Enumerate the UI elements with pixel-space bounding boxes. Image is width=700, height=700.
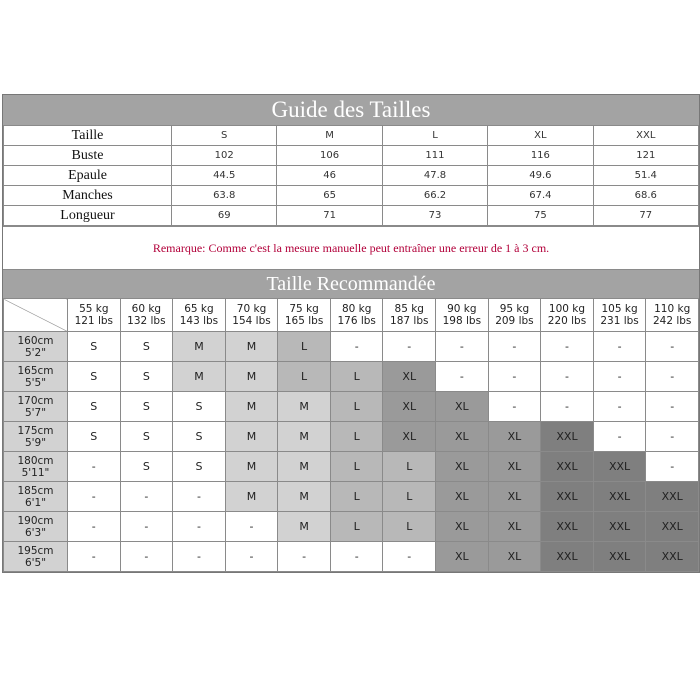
weight-kg: 70 kg	[236, 303, 267, 315]
size-cell: -	[120, 542, 173, 572]
weight-kg: 80 kg	[341, 303, 372, 315]
height-cm: 165cm	[17, 364, 54, 377]
height-row	[4, 332, 699, 362]
size-cell: -	[120, 512, 173, 542]
height-row	[4, 482, 699, 512]
size-cell: M	[225, 332, 278, 362]
size-cell: XL	[488, 512, 541, 542]
size-cell: -	[646, 392, 699, 422]
size-cell: M	[225, 422, 278, 452]
size-cell: -	[593, 362, 646, 392]
height-cm: 170cm	[17, 394, 54, 407]
size-guide-cell: 75	[488, 206, 593, 226]
size-guide-cell: XL	[488, 126, 593, 146]
size-cell: XXL	[541, 512, 594, 542]
size-guide-cell: S	[172, 126, 277, 146]
size-cell: L	[330, 392, 383, 422]
height-cm: 175cm	[17, 424, 54, 437]
weight-header-cell	[225, 299, 278, 332]
weight-header-cell	[593, 299, 646, 332]
weight-lbs: 154 lbs	[232, 315, 271, 327]
height-header-cell	[4, 392, 68, 422]
size-cell: M	[278, 392, 331, 422]
size-cell: XXL	[593, 452, 646, 482]
size-cell: M	[278, 422, 331, 452]
size-cell: XL	[488, 482, 541, 512]
size-cell: XXL	[541, 422, 594, 452]
size-guide-title: Guide des Tailles	[3, 95, 699, 125]
size-cell: -	[68, 482, 121, 512]
size-cell: -	[593, 422, 646, 452]
size-cell: S	[120, 332, 173, 362]
size-cell: L	[330, 362, 383, 392]
weight-header-cell	[68, 299, 121, 332]
height-cm: 195cm	[17, 544, 54, 557]
height-header-cell	[4, 422, 68, 452]
size-cell: -	[173, 512, 226, 542]
size-cell: -	[488, 362, 541, 392]
height-ft: 6'3"	[24, 526, 47, 539]
height-ft: 6'5"	[24, 556, 47, 569]
size-guide-cell: 63.8	[172, 186, 277, 206]
height-header-cell	[4, 482, 68, 512]
weight-header-cell	[488, 299, 541, 332]
size-cell: S	[68, 332, 121, 362]
size-cell: L	[330, 422, 383, 452]
weight-lbs: 176 lbs	[337, 315, 376, 327]
size-cell: -	[541, 362, 594, 392]
weight-kg: 95 kg	[499, 303, 530, 315]
size-cell: -	[593, 332, 646, 362]
weight-lbs: 220 lbs	[547, 315, 587, 327]
remark-note: Remarque: Comme c'est la mesure manuelle peut entraîner une erreur de 1 à 3 cm.	[3, 226, 699, 270]
size-cell: -	[173, 482, 226, 512]
height-cm: 180cm	[17, 454, 54, 467]
size-cell: XL	[436, 452, 489, 482]
size-guide-cell: 69	[172, 206, 277, 226]
size-cell: -	[173, 542, 226, 572]
size-cell: M	[225, 392, 278, 422]
size-cell: S	[68, 422, 121, 452]
size-cell: -	[68, 542, 121, 572]
weight-lbs: 165 lbs	[284, 315, 324, 327]
size-guide-cell: 49.6	[488, 166, 593, 186]
size-guide-cell: 66.2	[382, 186, 487, 206]
size-cell: -	[330, 542, 383, 572]
size-guide-cell: 46	[277, 166, 382, 186]
size-cell: L	[278, 332, 331, 362]
weight-lbs: 121 lbs	[74, 315, 113, 327]
size-guide-row-label: Epaule	[4, 166, 172, 186]
height-ft: 5'5"	[24, 376, 47, 389]
weight-header-row	[4, 299, 699, 332]
height-row	[4, 362, 699, 392]
weight-lbs: 143 lbs	[179, 315, 219, 327]
size-cell: -	[278, 542, 331, 572]
size-guide-cell: L	[382, 126, 487, 146]
size-cell: XL	[436, 422, 489, 452]
height-ft: 5'9"	[24, 436, 47, 449]
size-cell: M	[225, 452, 278, 482]
size-cell: XL	[436, 512, 489, 542]
size-cell: XXL	[541, 482, 594, 512]
size-cell: -	[436, 332, 489, 362]
size-cell: XXL	[541, 542, 594, 572]
height-header-cell	[4, 512, 68, 542]
height-row	[4, 542, 699, 572]
weight-kg: 65 kg	[184, 303, 214, 315]
size-guide-row	[4, 166, 699, 186]
size-cell: L	[330, 512, 383, 542]
weight-lbs: 231 lbs	[600, 315, 639, 327]
size-cell: -	[646, 452, 699, 482]
recommended-size-table	[3, 298, 699, 572]
height-row	[4, 512, 699, 542]
size-guide-row	[4, 146, 699, 166]
weight-header-cell	[173, 299, 226, 332]
size-chart-sheet	[2, 94, 700, 573]
size-cell: M	[225, 362, 278, 392]
size-cell: -	[120, 482, 173, 512]
size-cell: XXL	[646, 542, 699, 572]
size-cell: XXL	[646, 512, 699, 542]
height-cm: 190cm	[17, 514, 54, 527]
size-cell: XXL	[646, 482, 699, 512]
size-guide-row-label: Taille	[4, 126, 172, 146]
size-cell: L	[383, 452, 436, 482]
size-cell: XL	[436, 542, 489, 572]
size-guide-cell: 116	[488, 146, 593, 166]
weight-header-cell	[436, 299, 489, 332]
size-guide-cell: 51.4	[593, 166, 698, 186]
size-guide-cell: 106	[277, 146, 382, 166]
size-cell: XXL	[593, 542, 646, 572]
height-ft: 5'7"	[24, 406, 47, 419]
height-header-cell	[4, 362, 68, 392]
size-cell: S	[120, 452, 173, 482]
size-cell: -	[646, 422, 699, 452]
size-cell: XXL	[541, 452, 594, 482]
size-cell: S	[120, 362, 173, 392]
size-cell: -	[488, 332, 541, 362]
size-cell: S	[120, 392, 173, 422]
size-cell: L	[383, 512, 436, 542]
size-guide-cell: 71	[277, 206, 382, 226]
size-cell: S	[120, 422, 173, 452]
size-cell: L	[383, 482, 436, 512]
size-cell: XL	[436, 392, 489, 422]
weight-kg: 100 kg	[548, 303, 586, 315]
size-cell: M	[278, 512, 331, 542]
height-ft: 5'11"	[21, 466, 50, 479]
size-cell: XL	[488, 422, 541, 452]
height-row	[4, 422, 699, 452]
weight-header-cell	[541, 299, 594, 332]
size-cell: XXL	[593, 482, 646, 512]
size-cell: M	[225, 482, 278, 512]
weight-kg: 75 kg	[289, 303, 319, 315]
size-guide-row	[4, 206, 699, 226]
size-cell: -	[593, 392, 646, 422]
size-cell: XL	[488, 452, 541, 482]
size-cell: -	[436, 362, 489, 392]
size-guide-cell: 121	[593, 146, 698, 166]
size-cell: -	[646, 332, 699, 362]
weight-header-cell	[120, 299, 173, 332]
size-guide-row-label: Longueur	[4, 206, 172, 226]
weight-header-cell	[646, 299, 699, 332]
size-cell: -	[541, 332, 594, 362]
size-guide-row-label: Buste	[4, 146, 172, 166]
weight-lbs: 209 lbs	[495, 315, 534, 327]
size-cell: XL	[436, 482, 489, 512]
size-guide-cell: 44.5	[172, 166, 277, 186]
size-cell: XXL	[593, 512, 646, 542]
weight-lbs: 198 lbs	[442, 315, 482, 327]
size-cell: -	[646, 362, 699, 392]
size-cell: S	[173, 452, 226, 482]
height-cm: 185cm	[17, 484, 54, 497]
size-cell: XL	[383, 392, 436, 422]
weight-kg: 60 kg	[131, 303, 162, 315]
weight-lbs: 242 lbs	[652, 315, 692, 327]
size-cell: -	[383, 542, 436, 572]
size-cell: S	[68, 362, 121, 392]
weight-header-cell	[278, 299, 331, 332]
size-cell: S	[173, 422, 226, 452]
size-guide-cell: 47.8	[382, 166, 487, 186]
size-guide-cell: 67.4	[488, 186, 593, 206]
size-guide-cell: 111	[382, 146, 487, 166]
height-row	[4, 392, 699, 422]
size-cell: -	[225, 512, 278, 542]
size-guide-table	[3, 125, 699, 226]
weight-header-cell	[383, 299, 436, 332]
size-cell: -	[541, 392, 594, 422]
size-guide-cell: M	[277, 126, 382, 146]
height-header-cell	[4, 542, 68, 572]
height-row	[4, 452, 699, 482]
size-cell: -	[383, 332, 436, 362]
weight-header-cell	[330, 299, 383, 332]
weight-lbs: 132 lbs	[127, 315, 166, 327]
size-cell: -	[68, 512, 121, 542]
size-cell: XL	[383, 422, 436, 452]
size-cell: S	[68, 392, 121, 422]
size-cell: -	[225, 542, 278, 572]
weight-kg: 90 kg	[447, 303, 477, 315]
size-guide-row	[4, 186, 699, 206]
size-cell: -	[68, 452, 121, 482]
recommended-size-title: Taille Recommandée	[3, 270, 699, 298]
size-cell: -	[488, 392, 541, 422]
size-guide-cell: 102	[172, 146, 277, 166]
weight-kg: 85 kg	[394, 303, 424, 315]
height-ft: 6'1"	[24, 496, 47, 509]
size-guide-cell: 73	[382, 206, 487, 226]
size-cell: XL	[488, 542, 541, 572]
size-guide-cell: 65	[277, 186, 382, 206]
weight-kg: 55 kg	[79, 303, 109, 315]
height-cm: 160cm	[17, 334, 54, 347]
weight-kg: 105 kg	[601, 303, 638, 315]
corner-cell	[4, 299, 68, 332]
size-cell: -	[330, 332, 383, 362]
size-cell: S	[173, 392, 226, 422]
height-header-cell	[4, 332, 68, 362]
size-cell: L	[330, 452, 383, 482]
size-cell: L	[278, 362, 331, 392]
size-cell: M	[278, 452, 331, 482]
size-guide-cell: 68.6	[593, 186, 698, 206]
size-guide-cell: XXL	[593, 126, 698, 146]
size-guide-row-label: Manches	[4, 186, 172, 206]
size-guide-row	[4, 126, 699, 146]
size-cell: XL	[383, 362, 436, 392]
height-ft: 5'2"	[24, 346, 47, 359]
size-cell: M	[278, 482, 331, 512]
weight-lbs: 187 lbs	[390, 315, 429, 327]
size-cell: M	[173, 362, 226, 392]
size-cell: M	[173, 332, 226, 362]
height-header-cell	[4, 452, 68, 482]
size-cell: L	[330, 482, 383, 512]
weight-kg: 110 kg	[654, 303, 691, 315]
size-guide-cell: 77	[593, 206, 698, 226]
